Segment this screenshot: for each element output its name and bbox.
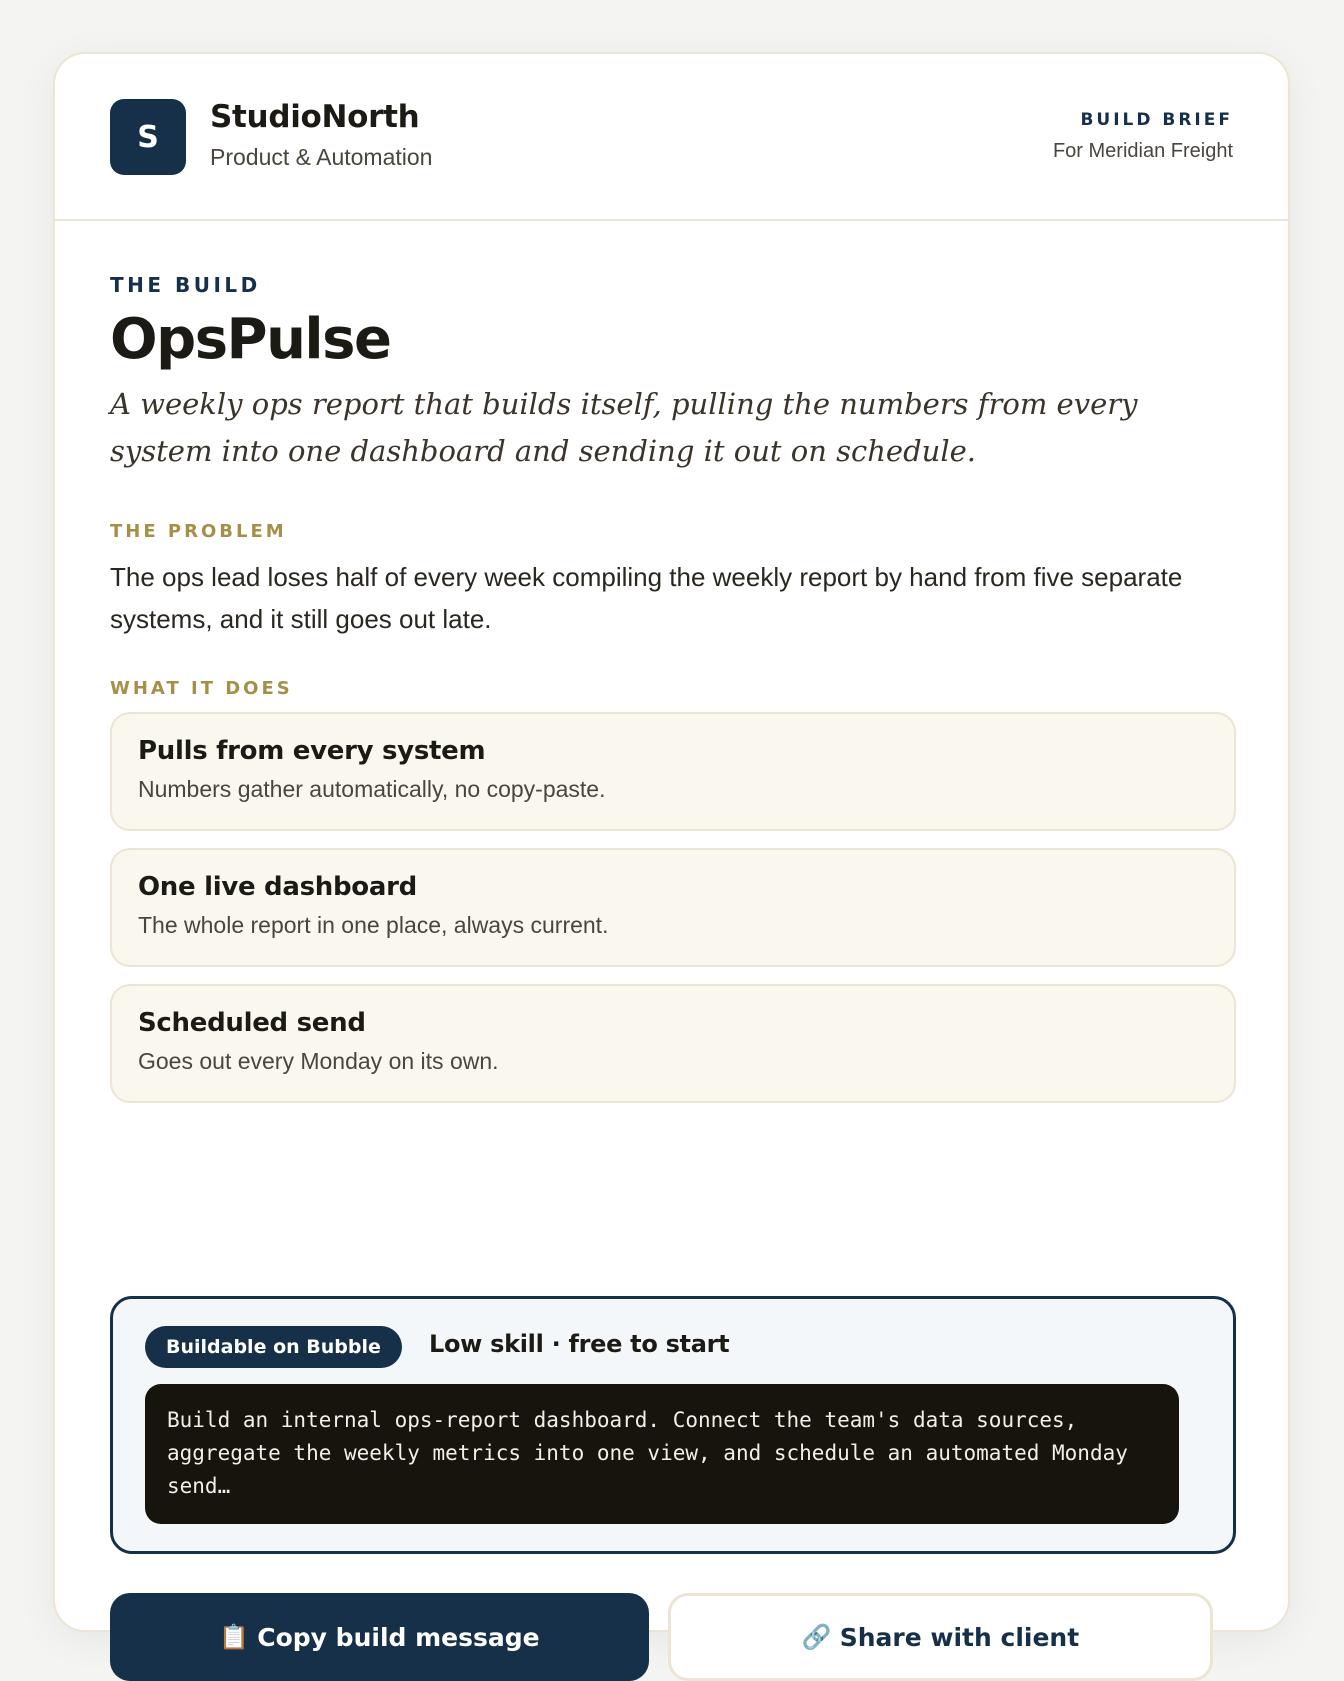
- share-with-client-button[interactable]: [668, 1593, 1213, 1681]
- page-title: OpsPulse: [110, 307, 391, 372]
- brief-client: For Meridian Freight: [1052, 140, 1233, 162]
- clipboard-icon: 📋: [219, 1623, 250, 1651]
- problem-text: The ops lead loses half of every week compiling the weekly report by hand from five separate systems, and it still goes out late.: [110, 562, 1183, 634]
- feature-desc: Goes out every Monday on its own.: [138, 1048, 499, 1074]
- feature-title: Pulls from every system: [138, 736, 486, 766]
- brand-subtitle: Product & Automation: [210, 144, 433, 170]
- build-brief-card: [53, 52, 1290, 1652]
- brief-kicker: BUILD BRIEF: [1080, 110, 1233, 130]
- link-icon: 🔗: [801, 1623, 832, 1651]
- build-kicker: THE BUILD: [110, 273, 261, 297]
- build-message-preview: Build an internal ops-report dashboard. Connect the team's data sources, aggregate the weekly metrics into one view, and schedule an automated Monday send…: [145, 1384, 1179, 1524]
- feature-title: Scheduled send: [138, 1008, 366, 1038]
- feature-card: [110, 712, 1236, 831]
- share-button-label: Share with client: [839, 1622, 1080, 1652]
- problem-kicker: THE PROBLEM: [110, 521, 287, 542]
- feature-desc: Numbers gather automatically, no copy-paste.: [138, 776, 606, 802]
- feature-desc: The whole report in one place, always current.: [138, 912, 609, 938]
- platform-meta: Low skill · free to start: [429, 1330, 730, 1358]
- feature-card: [110, 848, 1236, 967]
- feature-title: One live dashboard: [138, 872, 417, 902]
- features-kicker: WHAT IT DOES: [110, 678, 293, 699]
- feature-card: [110, 984, 1236, 1103]
- platform-box: [110, 1296, 1236, 1554]
- studio-logo: S: [110, 99, 186, 175]
- card-header: [55, 54, 1288, 221]
- build-tagline: A weekly ops report that builds itself, pulling the numbers from every system into one dashboard and sending it out on schedule.: [110, 387, 1138, 468]
- brand-name: StudioNorth: [210, 99, 420, 135]
- copy-button-label: Copy build message: [257, 1622, 540, 1652]
- platform-badge: Buildable on Bubble: [145, 1326, 402, 1368]
- copy-build-message-button[interactable]: [110, 1593, 649, 1681]
